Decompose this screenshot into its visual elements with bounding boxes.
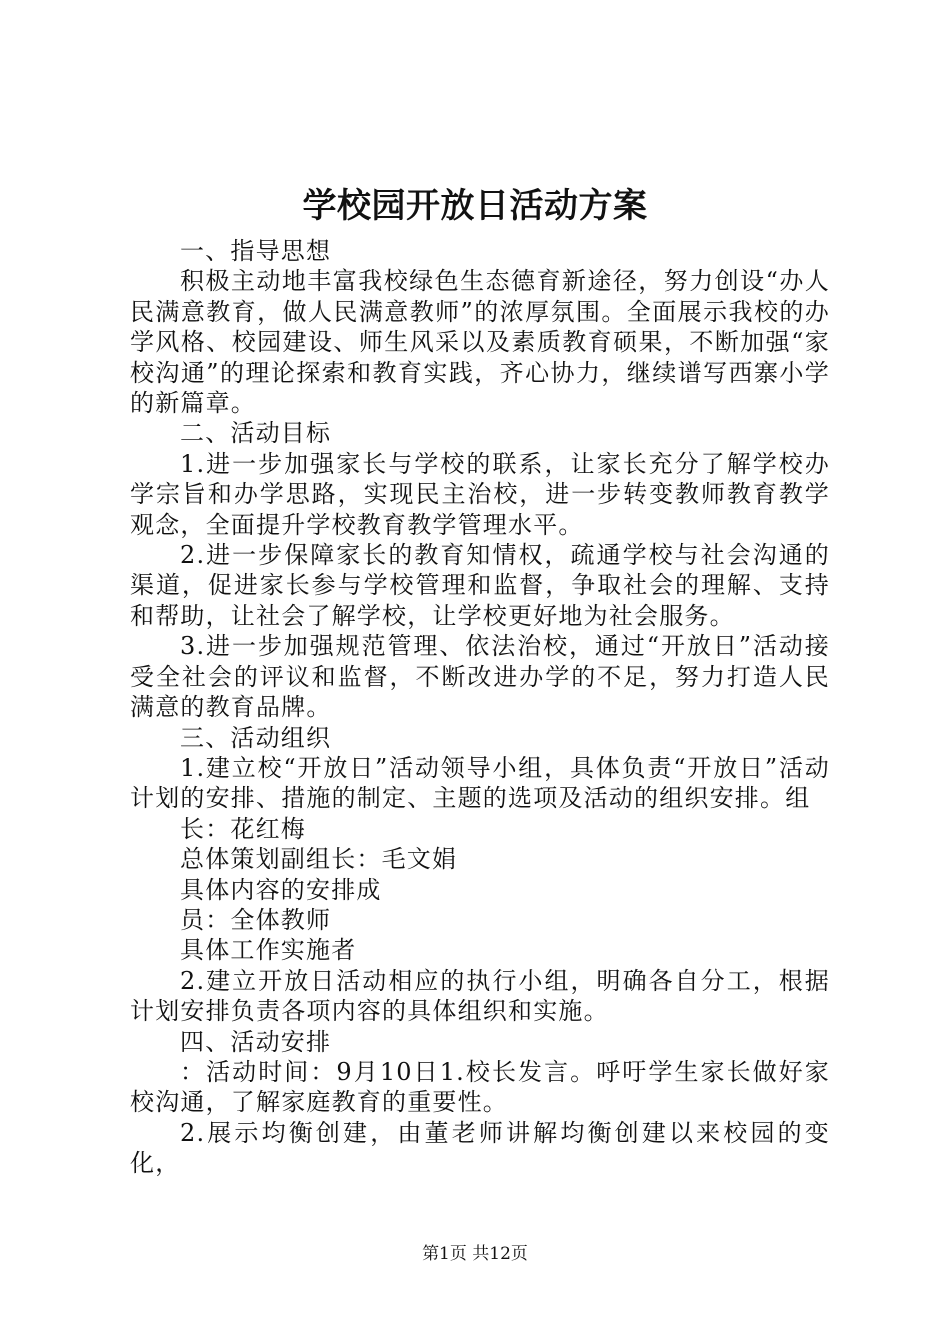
section-heading: 四、活动安排 [180, 1027, 332, 1056]
paragraph: 具体内容的安排成 [180, 875, 382, 904]
section-heading: 二、活动目标 [180, 419, 332, 448]
paragraph: 2.进一步保障家长的教育知情权，疏通学校与社会沟通的渠道，促进家长参与学校管理和监督，争取社会的理解、支持和帮助，让社会了解学校，让学校更好地为社会服务。 [130, 541, 830, 630]
page-number: 第1页 共12页 [422, 1244, 528, 1264]
paragraph: 2.建立开放日活动相应的执行小组，明确各自分工，根据计划安排负责各项内容的具体组织和实施。 [130, 966, 830, 1026]
paragraph: 1.进一步加强家长与学校的联系，让家长充分了解学校办学宗旨和办学思路，实现民主治校，进一步转变教师教育教学观念，全面提升学校教育教学管理水平。 [130, 449, 830, 539]
paragraph: 员：全体教师 [180, 905, 332, 934]
section-heading: 一、指导思想 [180, 237, 332, 265]
document-title: 学校园开放日活动方案 [302, 186, 648, 226]
paragraph: 积极主动地丰富我校绿色生态德育新途径，努力创设“办人民满意教育，做人民满意教师”的浓厚氛围。全面展示我校的办学风格、校园建设、师生风采以及素质教育硕果，不断加强“家校沟通”的理论探索和教育实践，齐心协力，继续谱写西寨小学的新篇章。 [130, 267, 830, 418]
paragraph: 具体工作实施者 [180, 936, 357, 965]
section-heading: 三、活动组织 [180, 723, 332, 752]
document-body [130, 236, 830, 1179]
paragraph: 1.建立校“开放日”活动领导小组，具体负责“开放日”活动计划的安排、措施的制定、主题的选项及活动的组织安排。组 [130, 753, 830, 813]
paragraph: 长：花红梅 [180, 814, 306, 843]
paragraph: ：活动时间：9月10日1.校长发言。呼吁学生家长做好家校沟通，了解家庭教育的重要性。 [130, 1057, 830, 1117]
paragraph: 2.展示均衡创建，由董老师讲解均衡创建以来校园的变化， [130, 1118, 830, 1178]
paragraph: 总体策划副组长：毛文娟 [180, 845, 458, 874]
paragraph: 3.进一步加强规范管理、依法治校，通过“开放日”活动接受全社会的评议和监督，不断改进办学的不足，努力打造人民满意的教育品牌。 [130, 632, 830, 722]
